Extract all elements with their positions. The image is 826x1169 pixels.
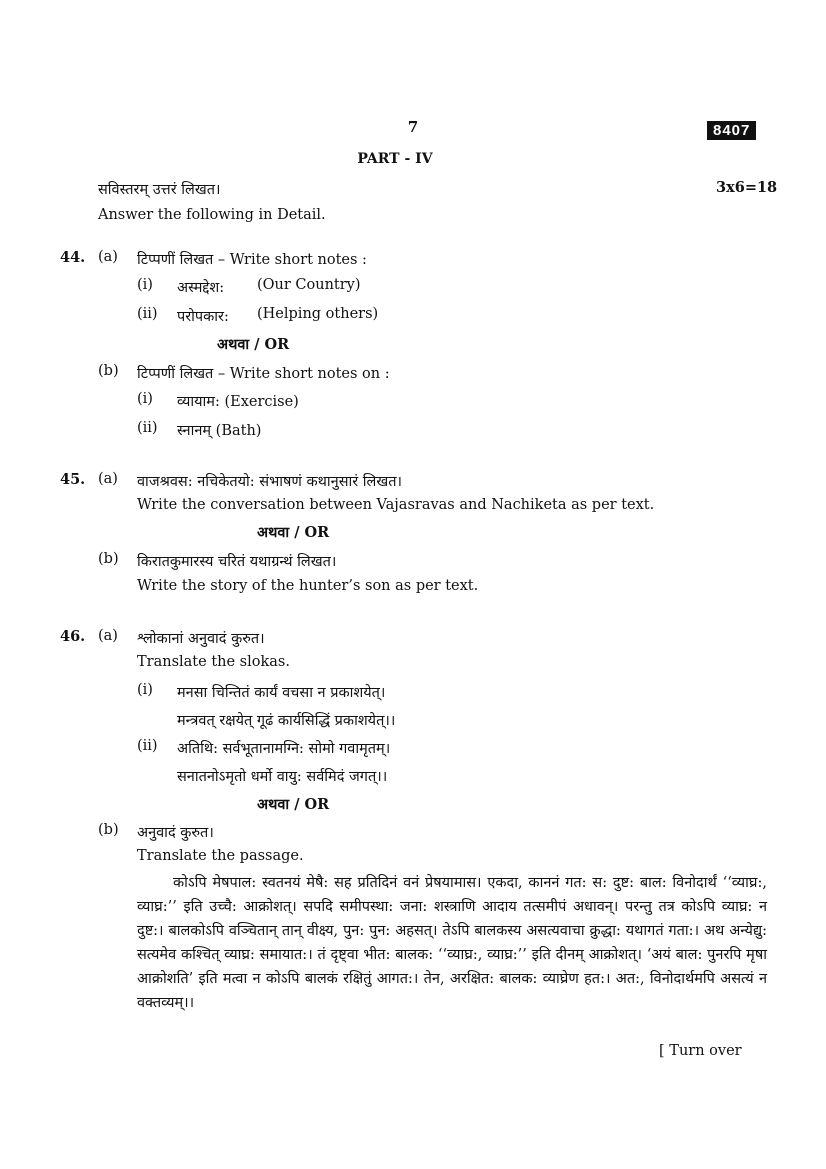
q44-or-separator: अथवा / OR — [217, 336, 290, 353]
q46-a-sanskrit: श्लोकानां अनुवादं कुरुत। — [137, 631, 265, 647]
q45-a-sanskrit: वाजश्रवस: नचिकेतयो: संभाषणं कथानुसारं लिखत। — [137, 474, 403, 490]
q44-b-ii-text: स्नानम् (Bath) — [177, 423, 262, 439]
q44-b-label: (b) — [98, 363, 119, 379]
question-number-44: 44. — [60, 249, 86, 266]
q44-b-ii-num: (ii) — [137, 420, 158, 436]
q45-or-separator: अथवा / OR — [257, 524, 330, 541]
q45-b-sanskrit: किरातकुमारस्य चरितं यथाग्रन्थं लिखत। — [137, 554, 337, 570]
q46-b-label: (b) — [98, 822, 119, 838]
q44-a-ii-sanskrit: परोपकार: — [177, 309, 229, 325]
sloka-2-line-2: सनातनोऽमृतो धर्मो वायु: सर्वमिदं जगत्।। — [177, 769, 388, 785]
q44-a-i-sanskrit: अस्मद्देश: — [177, 280, 225, 296]
q46-a-i-num: (i) — [137, 682, 153, 698]
q44-a-text: टिप्पणीं लिखत – Write short notes : — [137, 252, 367, 268]
q46-a-label: (a) — [98, 628, 118, 644]
turn-over-note: [ Turn over — [659, 1043, 742, 1059]
instruction-english: Answer the following in Detail. — [98, 207, 326, 223]
paper-code-badge: 8407 — [707, 121, 756, 140]
page-number: 7 — [407, 118, 419, 136]
q44-a-i-english: (Our Country) — [257, 277, 361, 293]
q44-a-i-num: (i) — [137, 277, 153, 293]
part-title: PART - IV — [357, 151, 433, 167]
marks-allocation: 3x6=18 — [716, 179, 778, 196]
q44-b-i-text: व्यायाम: (Exercise) — [177, 394, 299, 410]
q45-b-label: (b) — [98, 551, 119, 567]
q46-b-sanskrit: अनुवादं कुरुत। — [137, 825, 214, 841]
q46-b-english: Translate the passage. — [137, 848, 304, 864]
q46-a-english: Translate the slokas. — [137, 654, 290, 670]
q45-a-english: Write the conversation between Vajasravas and Nachiketa as per text. — [137, 497, 655, 513]
sloka-1-line-1: मनसा चिन्तितं कार्यं वचसा न प्रकाशयेत्। — [177, 685, 386, 701]
passage-text: कोऽपि मेषपाल: स्वतनयं मेषै: सह प्रतिदिनं वनं प्रेषयामास। एकदा, काननं गत: स: दुष्ट: बाल: विनोदार्थं ‘‘व्याघ्र:, व्याघ्र:’’ इति उच्चै: आक्रोशत्। सपदि समीपस्था: जना: शस्त्राणि आदाय तत्समीपं अधावन्। परन्तु तत्र कोऽपि व्याघ्र: न दुष्ट:। बालकोऽपि वञ्चितान् तान् वीक्ष्य, पुन: पुन: अहसत्। तेऽपि बालकस्य असत्यवाचा क्रुद्धा: यथागतं गता:। अथ अन्येद्यु: सत्यमेव कश्चित् व्याघ्र: समायात:। तं दृष्ट्वा भीत: बालक: ‘‘व्याघ्र:, व्याघ्र:’’ इति दीनम् आक्रोशत्। ‘अयं बाल: पुनरपि मृषा आक्रोशति’ इति मत्वा न कोऽपि बालकं रक्षितुं आगत:। तेन, अरक्षित: बालक: व्याघ्रेण हत:। अत:, विनोदार्थमपि असत्यं न वक्तव्यम्।। — [137, 875, 767, 1011]
sloka-1-line-2: मन्त्रवत् रक्षयेत् गूढं कार्यसिद्धिं प्रकाशयेत्।। — [177, 713, 396, 729]
q44-a-label: (a) — [98, 249, 118, 265]
instruction-sanskrit: सविस्तरम् उत्तरं लिखत। — [98, 182, 221, 198]
q44-a-ii-english: (Helping others) — [257, 306, 379, 322]
q44-b-i-num: (i) — [137, 391, 153, 407]
q46-a-ii-num: (ii) — [137, 738, 158, 754]
q44-a-ii-num: (ii) — [137, 306, 158, 322]
q45-b-english: Write the story of the hunter’s son as per text. — [137, 578, 479, 594]
q44-b-text: टिप्पणीं लिखत – Write short notes on : — [137, 366, 390, 382]
translation-passage — [137, 871, 767, 1015]
question-number-45: 45. — [60, 471, 86, 488]
q45-a-label: (a) — [98, 471, 118, 487]
question-number-46: 46. — [60, 628, 86, 645]
q46-or-separator: अथवा / OR — [257, 796, 330, 813]
sloka-2-line-1: अतिथि: सर्वभूतानामग्नि: सोमो गवामृतम्। — [177, 741, 391, 757]
